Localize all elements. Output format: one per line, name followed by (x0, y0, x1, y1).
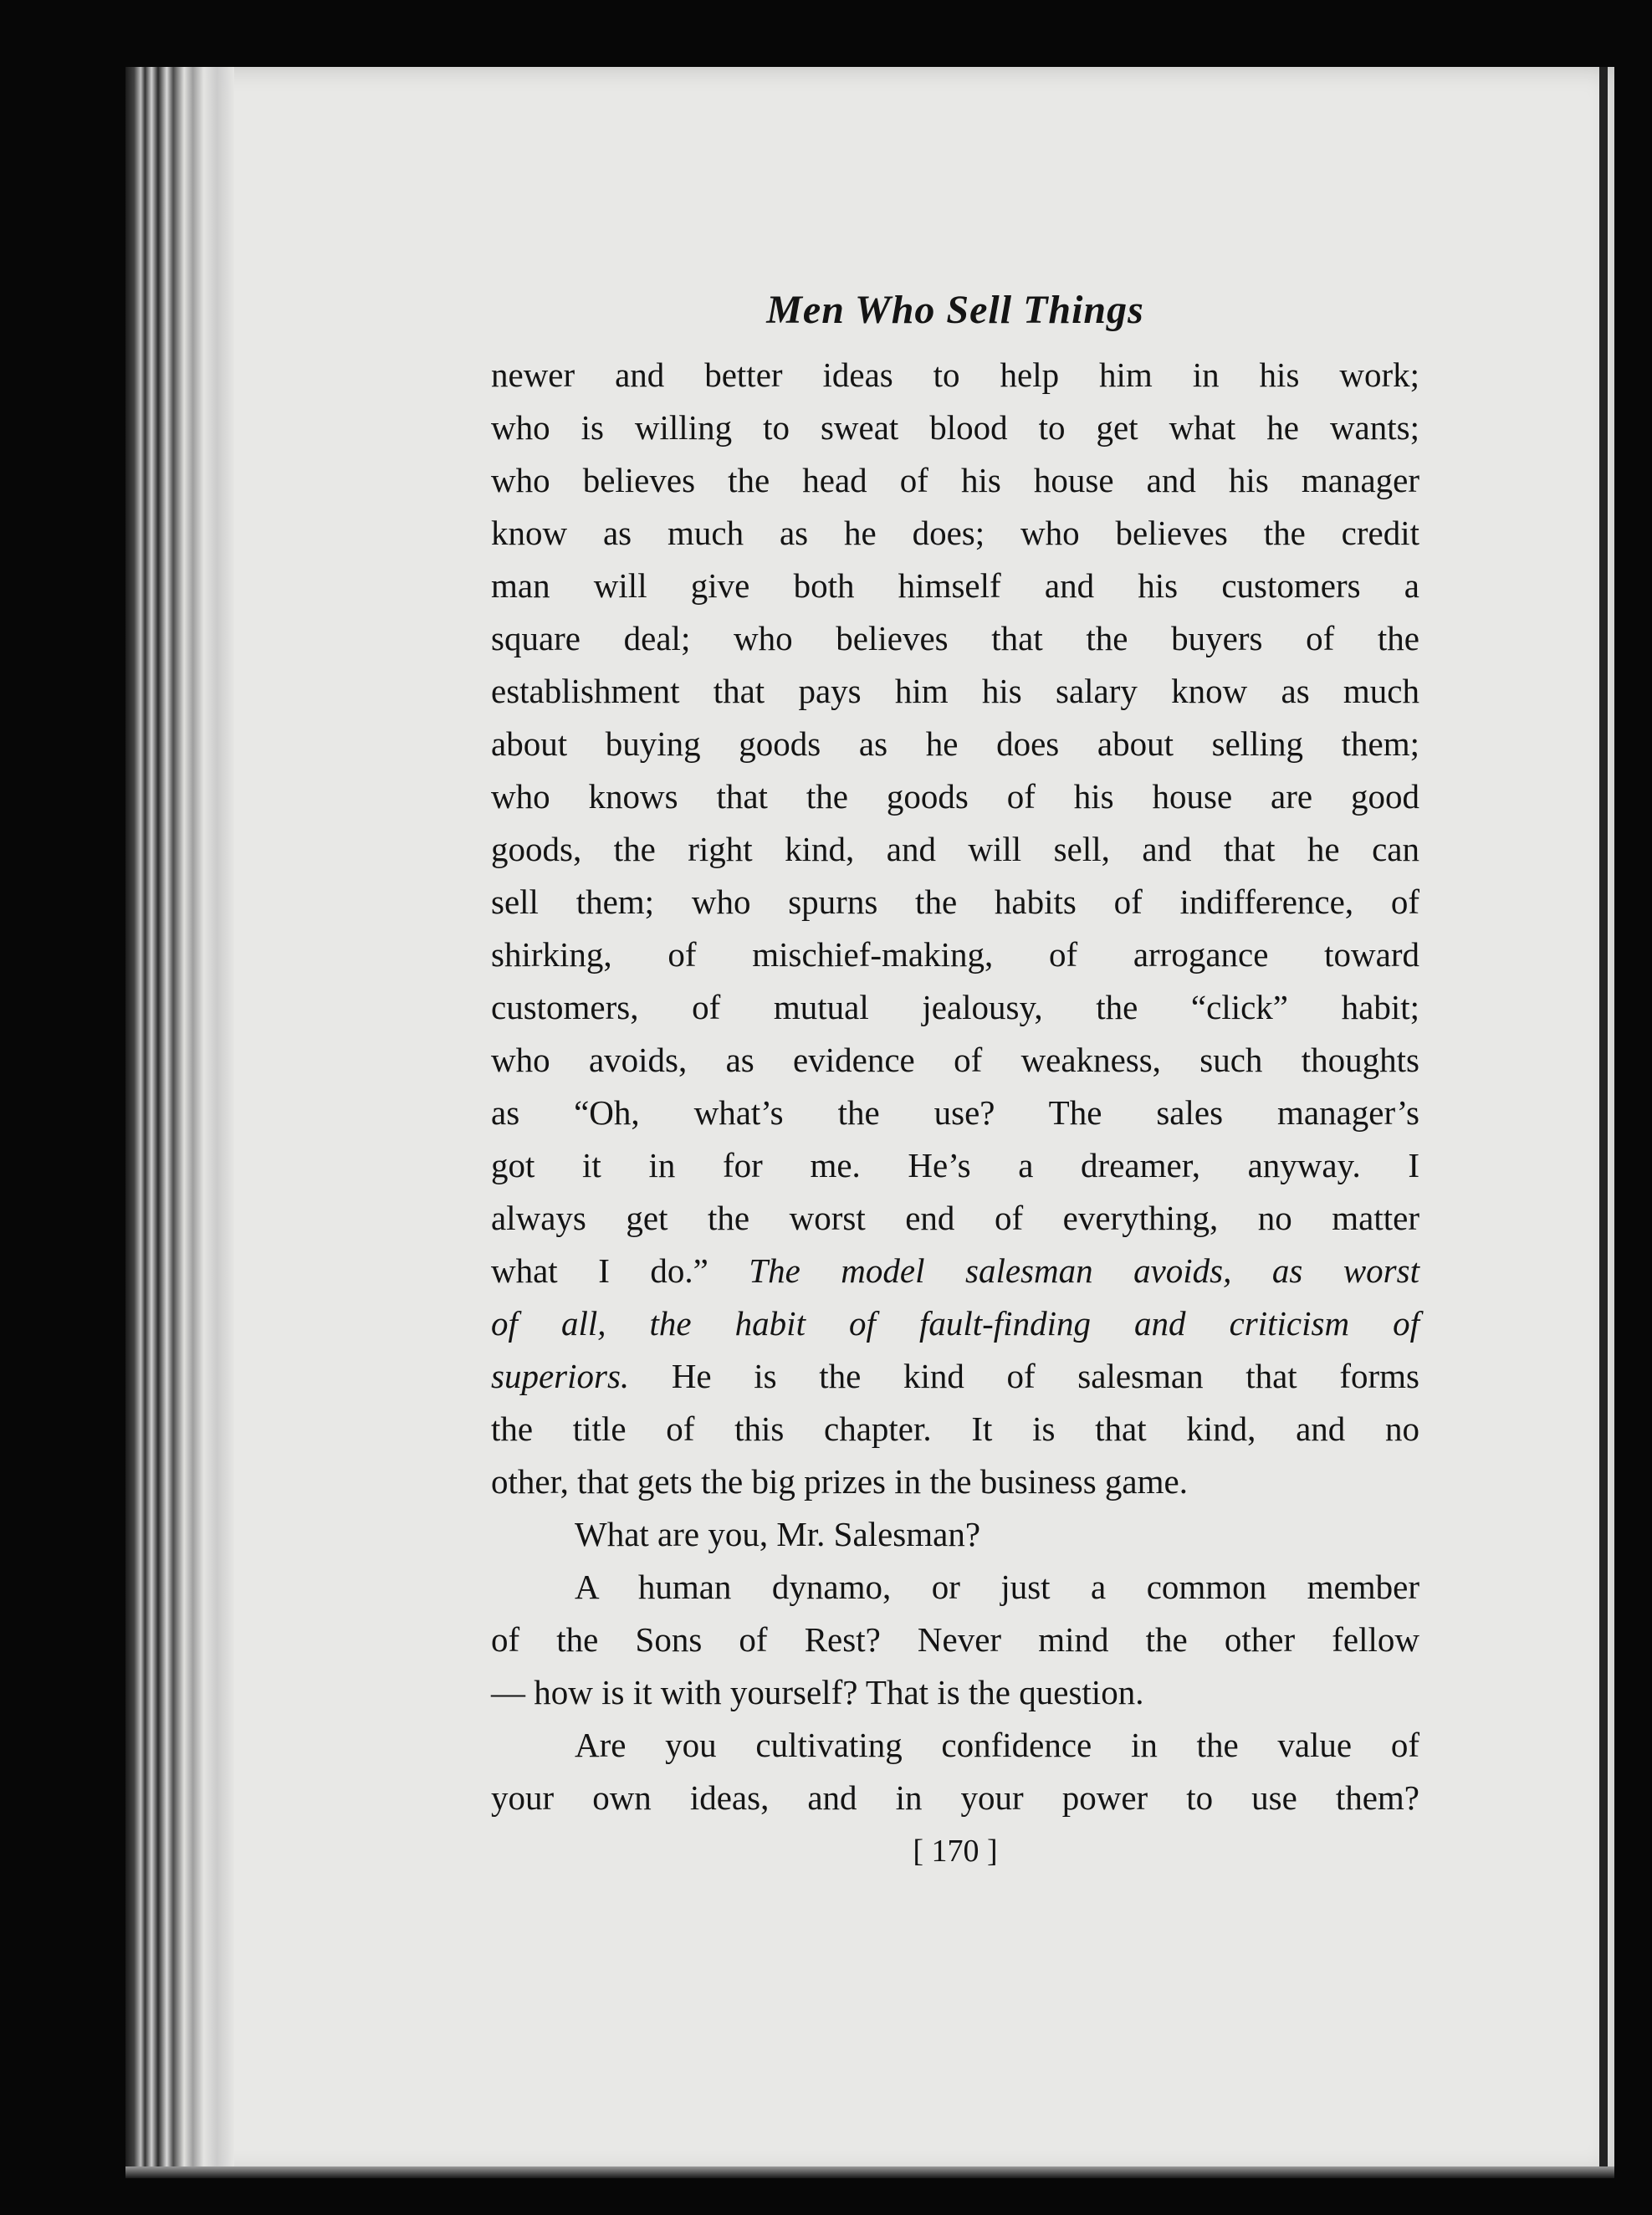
line-text: square deal; who believes that the buyers of the (491, 619, 1419, 657)
text-line (491, 402, 1419, 454)
text-block (491, 280, 1419, 1876)
text-line (491, 718, 1419, 770)
line-text: who knows that the goods of his house are good (491, 777, 1419, 816)
text-line (491, 1772, 1419, 1824)
text-line (491, 1403, 1419, 1455)
line-text: who avoids, as evidence of weakness, such thoughts (491, 1041, 1419, 1079)
text-line (491, 1192, 1419, 1245)
line-text: goods, the right kind, and will sell, and that he can (491, 830, 1419, 868)
text-line (491, 349, 1419, 402)
text-line (491, 1297, 1419, 1350)
line-text: what I do.” (491, 1251, 708, 1290)
line-text: shirking, of mischief-making, of arrogance toward (491, 935, 1419, 974)
line-text: about buying goods as he does about selling them; (491, 724, 1419, 763)
line-text: A human dynamo, or just a common member (575, 1568, 1419, 1606)
text-line (491, 1034, 1419, 1087)
text-line (491, 665, 1419, 718)
line-text: newer and better ideas to help him in his work; (491, 356, 1419, 394)
line-text: customers, of mutual jealousy, the “click” habit; (491, 988, 1419, 1026)
line-text: establishment that pays him his salary know as much (491, 672, 1419, 710)
text-line (491, 823, 1419, 876)
line-text: your own ideas, and in your power to use them? (491, 1778, 1419, 1817)
page-number: [ 170 ] (913, 1834, 998, 1869)
text-line (491, 1508, 1419, 1561)
line-text: the title of this chapter. It is that kind, and no (491, 1409, 1419, 1448)
text-line (491, 1719, 1419, 1772)
line-text: as “Oh, what’s the use? The sales manager’s (491, 1093, 1419, 1132)
text-line (491, 1087, 1419, 1139)
line-text: What are you, Mr. Salesman? (575, 1515, 981, 1553)
line-text: Are you cultivating confidence in the value of (575, 1726, 1419, 1764)
text-line (491, 560, 1419, 612)
line-text: sell them; who spurns the habits of indifference, of (491, 882, 1419, 921)
running-head: Men Who Sell Things (766, 288, 1144, 332)
body-text (491, 349, 1419, 1824)
page-edge-bottom (125, 2166, 1614, 2178)
line-text: who believes the head of his house and his manager (491, 461, 1419, 499)
line-text: — how is it with yourself? That is the question. (491, 1673, 1144, 1711)
italic-text: of all, the habit of fault-finding and criticism of (491, 1304, 1419, 1343)
text-line (491, 507, 1419, 560)
text-line (491, 612, 1419, 665)
line-text: other, that gets the big prizes in the business game. (491, 1462, 1188, 1501)
text-line (491, 1245, 1419, 1297)
text-line (491, 1666, 1419, 1719)
text-line (491, 1139, 1419, 1192)
text-line (491, 1455, 1419, 1508)
page-edge-right (1599, 67, 1608, 2175)
text-line (491, 876, 1419, 928)
text-line (491, 454, 1419, 507)
line-text: He is the kind of salesman that forms (671, 1357, 1419, 1395)
italic-text: The model salesman avoids, as worst (749, 1251, 1419, 1290)
line-text: man will give both himself and his customers a (491, 566, 1419, 605)
line-text: got it in for me. He’s a dreamer, anyway. I (491, 1146, 1419, 1184)
line-text: who is willing to sweat blood to get what he wants; (491, 408, 1419, 447)
text-line (491, 928, 1419, 981)
text-line (491, 981, 1419, 1034)
binding-gutter (125, 67, 234, 2175)
text-line (491, 1614, 1419, 1666)
line-text: of the Sons of Rest? Never mind the other fellow (491, 1620, 1419, 1659)
text-line (491, 1561, 1419, 1614)
text-line (491, 770, 1419, 823)
line-text: know as much as he does; who believes the credit (491, 514, 1419, 552)
text-line (491, 1350, 1419, 1403)
line-text: always get the worst end of everything, no matter (491, 1199, 1419, 1237)
italic-text: superiors. (491, 1357, 630, 1395)
